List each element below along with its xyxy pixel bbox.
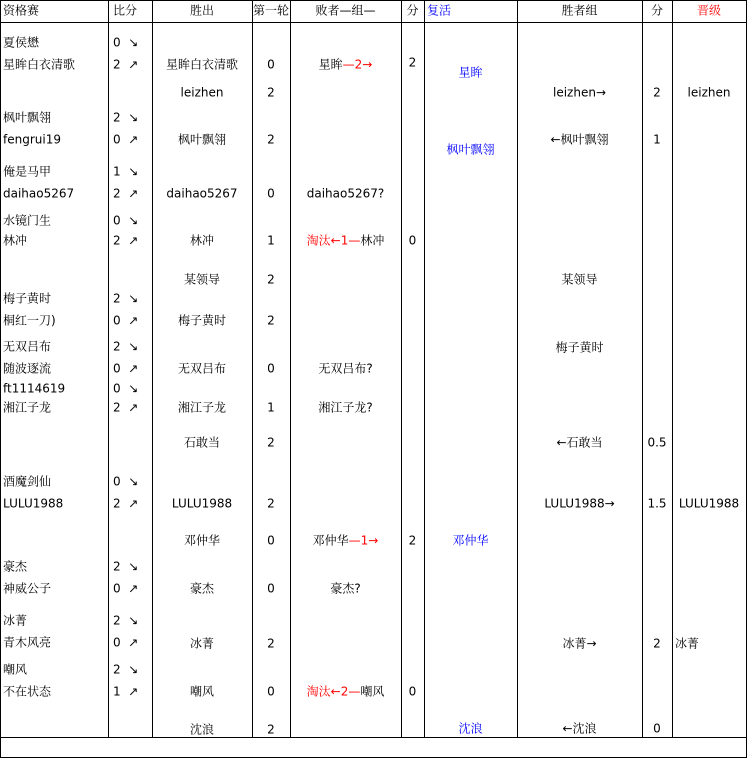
winner-name: 沈浪 — [189, 722, 214, 737]
winners-group-entry: 某领导 — [561, 272, 598, 287]
header-divider — [0, 22, 747, 23]
points-b: 2 — [653, 636, 661, 651]
promotion-name: leizhen — [687, 85, 731, 100]
qualifier-name: 湘江子龙 — [3, 400, 52, 415]
qualifier-name: fengrui19 — [3, 132, 61, 147]
winner-name: 湘江子龙 — [177, 400, 226, 415]
qualifier-name: 林冲 — [3, 233, 28, 248]
header-score: 比分 — [113, 3, 138, 18]
points-b: 2 — [653, 85, 661, 100]
qualifier-score: 0 ↗ — [113, 635, 139, 650]
qualifier-name: 不在状态 — [3, 684, 52, 699]
winners-group-entry: 冰菁→ — [562, 636, 597, 651]
qualifier-score: 0 ↗ — [113, 132, 139, 147]
qualifier-score: 2 ↗ — [113, 233, 139, 248]
winners-group-entry: LULU1988→ — [544, 496, 615, 511]
round1-score: 0 — [267, 361, 275, 376]
losers-bracket-entry: 淘汰←2—嘲风 — [306, 684, 385, 699]
winner-name: 星眸白衣清歌 — [165, 57, 238, 72]
qualifier-score: 2 ↘ — [113, 662, 139, 677]
qualifier-score: 2 ↘ — [113, 110, 139, 125]
round1-score: 1 — [267, 233, 275, 248]
promotion-name: LULU1988 — [678, 496, 740, 511]
round1-score: 0 — [267, 581, 275, 596]
qualifier-score: 2 ↗ — [113, 400, 139, 415]
points-a: 2 — [408, 533, 417, 548]
qualifier-name: 青木风亮 — [3, 635, 52, 650]
revival-name: 星眸 — [458, 65, 483, 80]
qualifier-score: 2 ↘ — [113, 339, 139, 354]
header-winners-group: 胜者组 — [561, 3, 598, 18]
revival-name: 沈浪 — [458, 721, 483, 736]
qualifier-score: 2 ↘ — [113, 613, 139, 628]
column-divider — [108, 0, 109, 738]
winner-name: 无双吕布 — [177, 361, 226, 376]
losers-bracket-entry: 星眸—2→ — [318, 57, 373, 72]
qualifier-score: 0 ↘ — [113, 35, 139, 50]
column-divider — [424, 0, 425, 738]
winner-name: 某领导 — [183, 272, 220, 287]
qualifier-name: 嘲风 — [3, 662, 28, 677]
round1-score: 2 — [267, 722, 275, 737]
qualifier-score: 1 ↗ — [113, 684, 139, 699]
winners-group-entry: ←枫叶飘翎 — [550, 132, 609, 147]
qualifier-score: 0 ↘ — [113, 381, 139, 396]
qualifier-score: 2 ↗ — [113, 186, 139, 201]
round1-score: 2 — [267, 636, 275, 651]
qualifier-name: 枫叶飘翎 — [3, 110, 52, 125]
winner-name: 嘲风 — [189, 684, 214, 699]
winners-group-entry: leizhen→ — [553, 85, 606, 100]
points-b: 0.5 — [647, 435, 667, 450]
header-promotion: 晋级 — [696, 3, 721, 18]
winner-name: daihao5267 — [166, 186, 238, 201]
qualifier-name: ft1114619 — [3, 381, 66, 396]
header-points-a: 分 — [406, 3, 419, 18]
round1-score: 0 — [267, 186, 275, 201]
qualifier-score: 0 ↗ — [113, 361, 139, 376]
qualifier-name: 无双吕布 — [3, 339, 52, 354]
qualifier-score: 0 ↘ — [113, 213, 139, 228]
round1-score: 0 — [267, 57, 275, 72]
winner-name: 冰菁 — [189, 636, 214, 651]
round1-score: 2 — [267, 85, 275, 100]
round1-score: 0 — [267, 684, 275, 699]
column-divider — [401, 0, 402, 738]
winner-name: 石敢当 — [183, 435, 220, 450]
winner-name: 梅子黄时 — [177, 313, 226, 328]
losers-bracket-entry: 无双吕布? — [318, 361, 373, 376]
round1-score: 2 — [267, 272, 275, 287]
column-divider — [517, 0, 518, 738]
qualifier-score: 0 ↗ — [113, 313, 139, 328]
round1-score: 2 — [267, 132, 275, 147]
header-revival: 复活 — [427, 3, 452, 18]
qualifier-name: 梅子黄时 — [3, 291, 52, 306]
qualifier-score: 2 ↗ — [113, 496, 139, 511]
losers-bracket-entry: 湘江子龙? — [318, 400, 373, 415]
round1-score: 2 — [267, 496, 275, 511]
round1-score: 2 — [267, 435, 275, 450]
winners-group-entry: ←石敢当 — [556, 435, 603, 450]
winner-name: 林冲 — [189, 233, 214, 248]
bottom-empty-row — [0, 737, 747, 758]
qualifier-name: LULU1988 — [3, 496, 64, 511]
losers-bracket-entry: daihao5267? — [306, 186, 385, 201]
qualifier-name: 神威公子 — [3, 581, 52, 596]
points-a: 0 — [408, 233, 417, 248]
winners-group-entry: ←沈浪 — [562, 721, 597, 736]
losers-bracket-entry: 豪杰? — [330, 581, 361, 596]
header-qualifier: 资格赛 — [3, 3, 40, 18]
points-b: 1.5 — [647, 496, 667, 511]
qualifier-score: 2 ↘ — [113, 559, 139, 574]
header-round1: 第一轮 — [252, 3, 289, 18]
qualifier-name: 酒魔剑仙 — [3, 474, 52, 489]
column-divider — [672, 0, 673, 738]
winner-name: 枫叶飘翎 — [177, 132, 226, 147]
qualifier-score: 1 ↘ — [113, 164, 139, 179]
revival-name: 枫叶飘翎 — [446, 142, 495, 157]
header-points-b: 分 — [650, 3, 663, 18]
points-a: 2 — [408, 55, 417, 70]
losers-bracket-entry: 邓仲华—1→ — [312, 533, 379, 548]
qualifier-name: 随波逐流 — [3, 361, 52, 376]
revival-name: 邓仲华 — [452, 533, 489, 548]
qualifier-name: 豪杰 — [3, 559, 28, 574]
winner-name: 豪杰 — [189, 581, 214, 596]
qualifier-score: 2 ↘ — [113, 291, 139, 306]
winner-name: leizhen — [180, 85, 224, 100]
winners-group-entry: 梅子黄时 — [555, 340, 604, 355]
qualifier-name: 俺是马甲 — [3, 164, 52, 179]
points-b: 0 — [653, 721, 661, 736]
qualifier-score: 0 ↘ — [113, 474, 139, 489]
promotion-name: 冰菁 — [675, 636, 700, 651]
winner-name: 邓仲华 — [183, 533, 220, 548]
round1-score: 1 — [267, 400, 275, 415]
qualifier-name: daihao5267 — [3, 186, 75, 201]
column-divider — [642, 0, 643, 738]
qualifier-score: 0 ↗ — [113, 581, 139, 596]
losers-bracket-entry: 淘汰←1—林冲 — [306, 233, 385, 248]
points-a: 0 — [408, 684, 417, 699]
qualifier-name: 夏侯懋 — [3, 35, 40, 50]
header-losers-bracket: 败者—组— — [315, 3, 376, 18]
qualifier-name: 水镜门生 — [3, 213, 52, 228]
points-b: 1 — [653, 132, 661, 147]
round1-score: 2 — [267, 313, 275, 328]
round1-score: 0 — [267, 533, 275, 548]
qualifier-name: 桐红一刀) — [3, 313, 56, 328]
qualifier-score: 2 ↗ — [113, 57, 139, 72]
winner-name: LULU1988 — [171, 496, 233, 511]
qualifier-name: 冰菁 — [3, 613, 28, 628]
qualifier-name: 星眸白衣清歌 — [3, 57, 76, 72]
header-winner: 胜出 — [189, 3, 214, 18]
